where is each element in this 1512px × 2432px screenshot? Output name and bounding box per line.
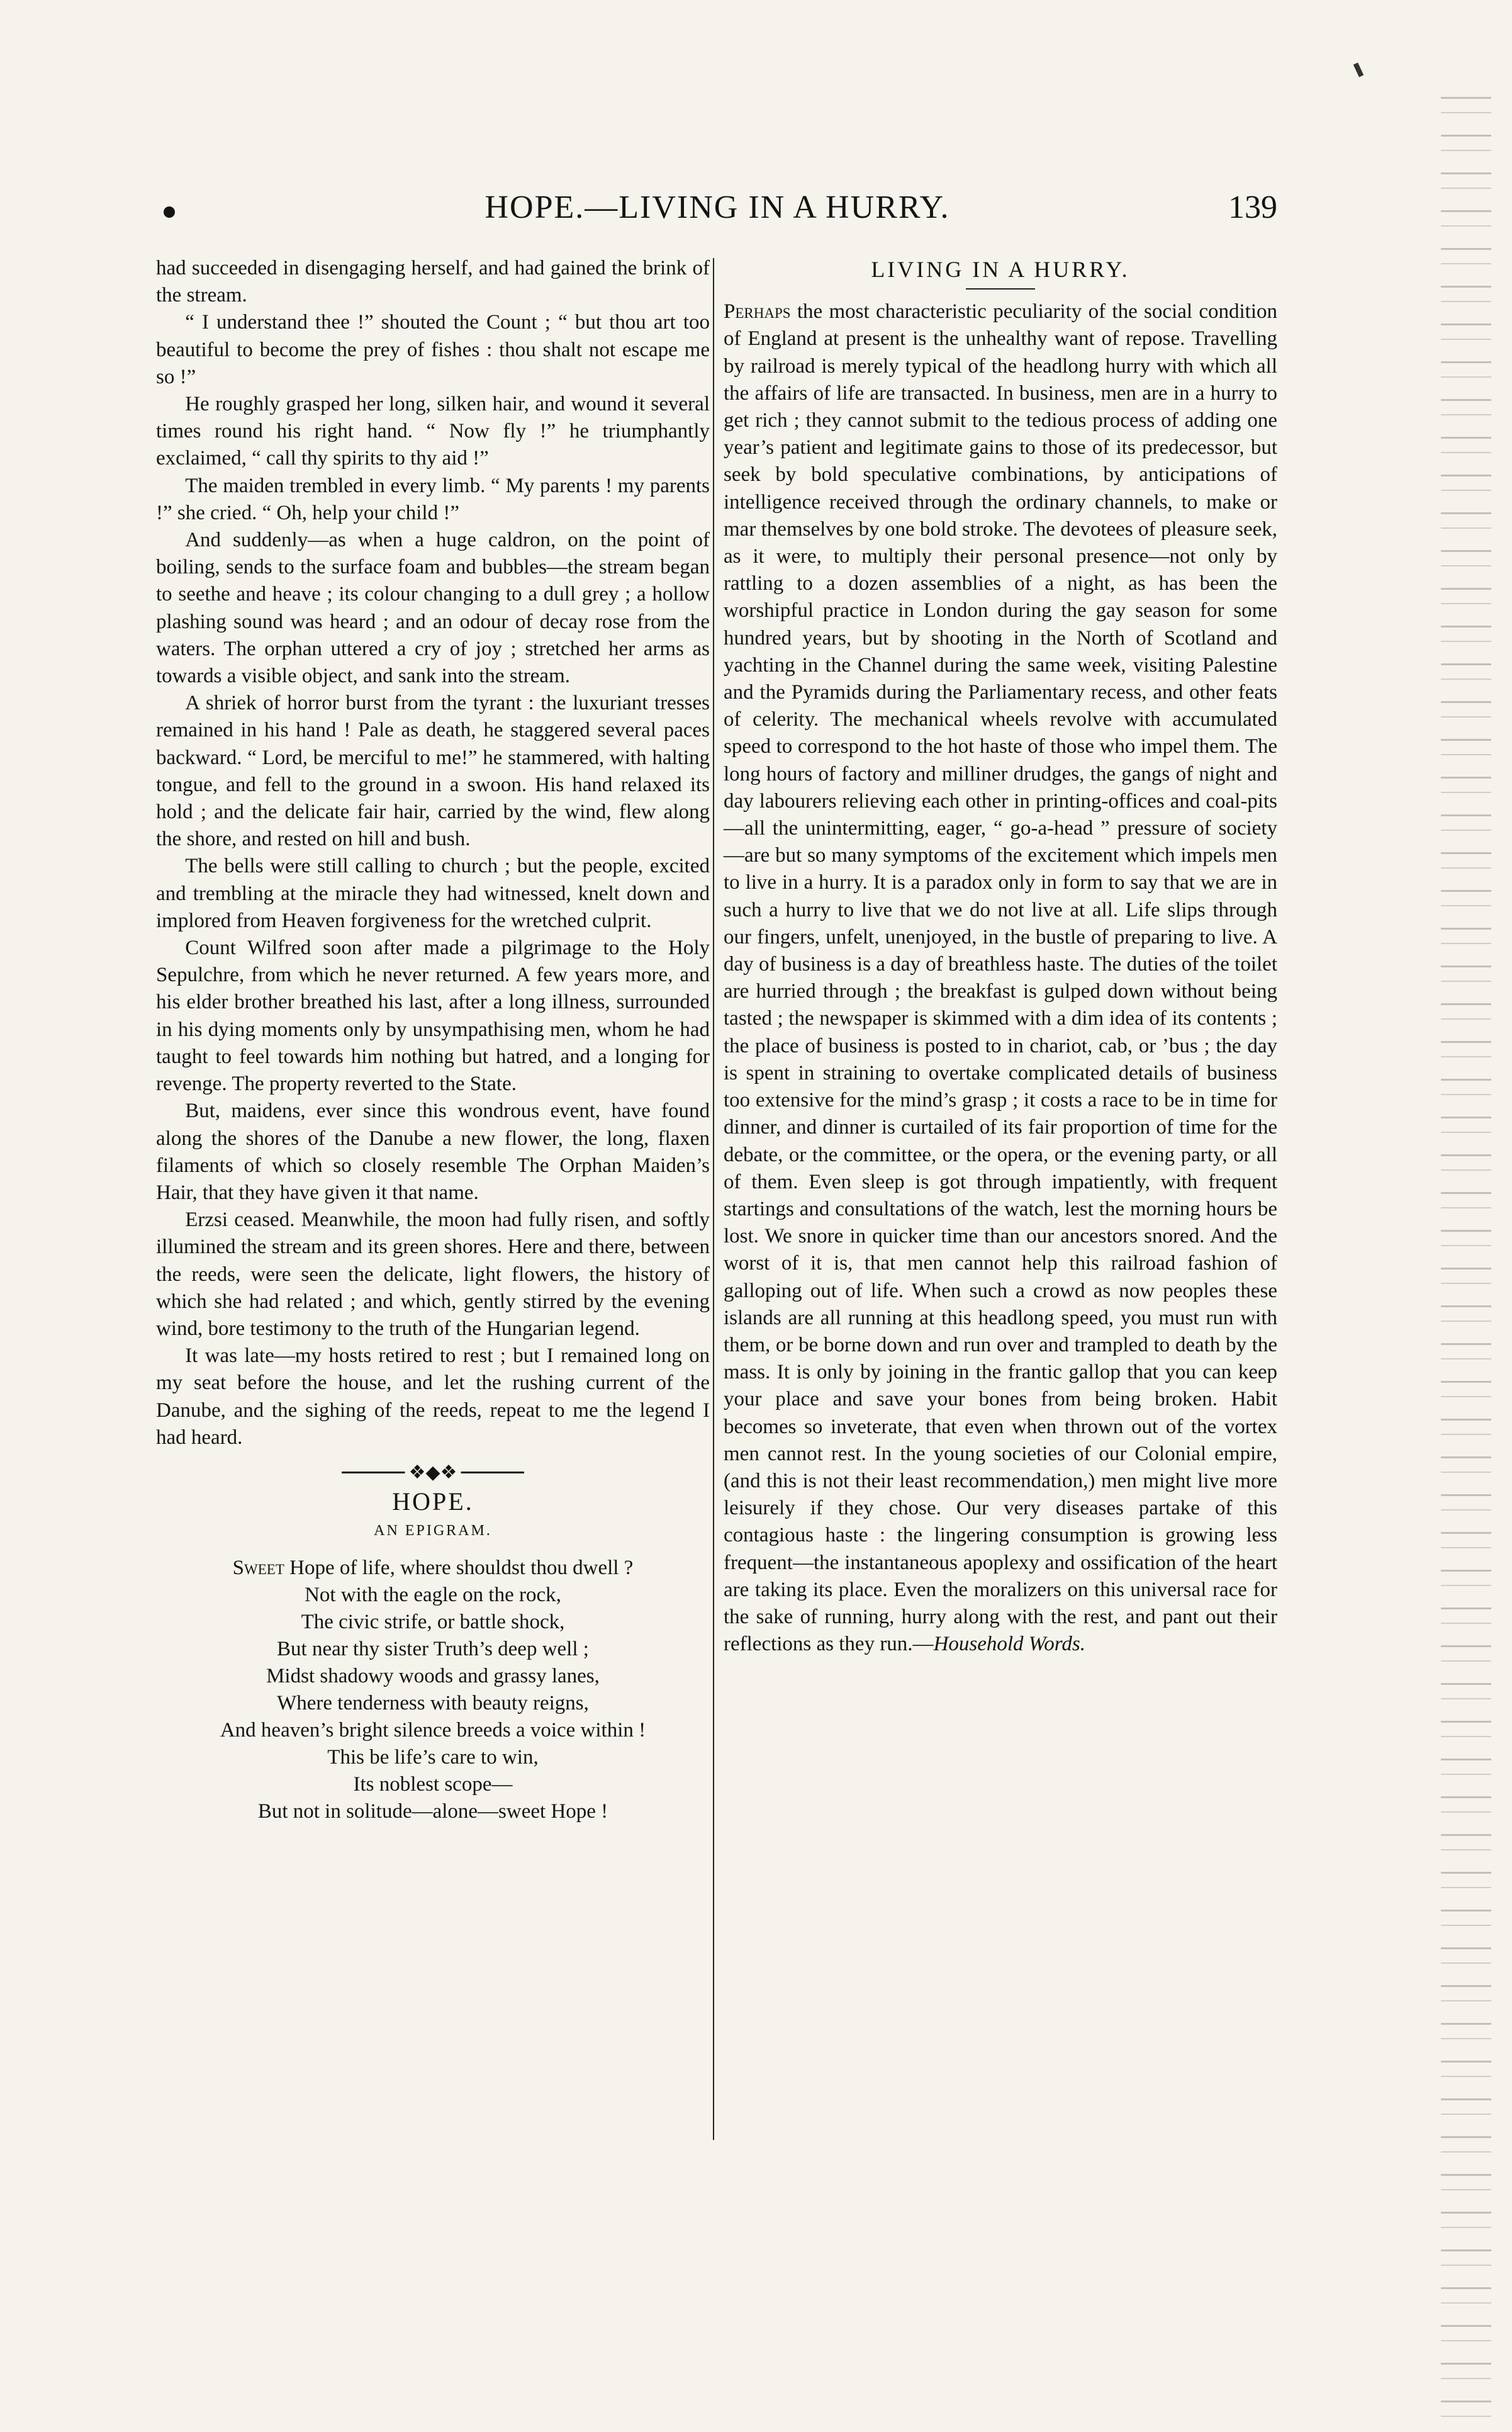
paragraph: Count Wilfred soon after made a pilgrimage to the Holy Sepulchre, from which he never returned. A few years more, and his elder brother breathed his last, after a long illness, surrounded in his dying moments only by unsympathising men, whom he had taught to feel towards him nothing but hatred, and a longing for revenge. The property reverted to the State. — [156, 937, 710, 1096]
paragraph — [724, 298, 1277, 1658]
page-header — [157, 189, 1277, 245]
paragraph: He roughly grasped her long, silken hair, and wound it several times round his right hand. “ Now fly !” he triumphantly exclaimed, “ call thy spirits to thy aid !” — [156, 393, 710, 470]
poem-line: Not with the eagle on the rock, — [305, 1584, 561, 1607]
poem-title: HOPE. — [392, 1487, 474, 1516]
paragraph: And suddenly—as when a huge caldron, on the point of boiling, sends to the surface foam and bubbles—the stream began to seethe and heave ; its colour changing to a dull grey ; a hollow plashing sound was heard ; and an odour of decay rose from the waters. The orphan uttered a cry of joy ; stretched her arms as towards a visible object, and sank into the stream. — [156, 529, 710, 688]
poem-subtitle: AN EPIGRAM. — [374, 1523, 492, 1540]
poem-line: Where tenderness with beauty reigns, — [277, 1692, 589, 1715]
article-title: LIVING IN A HURRY. — [871, 257, 1130, 282]
poem-line: Its noblest scope— — [353, 1773, 513, 1796]
article-body: the most characteristic peculiarity of the social condition of England at present is the unhealthy want of repose. Travelling by railroad is merely typical of the headlong hurry with which all the affairs of life are transacted. In business, men are in a hurry to get rich ; they cannot submit to the tedious process of adding one year’s patient and legitimate gains to those of its predecessor, but seek by bold speculative combinations, by anticipations of intelligence received through the ordinary channels, to make or mar themselves by one bold stroke. The devotees of pleasure seek, as it were, to multiply their personal presence—not only by rattling to a dozen assemblies of a night, as has been the worshipful practice in London during the gay season for some hundred years, but by shooting in the North of Scotland and yachting in the Channel during the same week, visiting Palestine and the Pyramids during the Parliamentary recess, and other feats of celerity. The mechanical wheels revolve with accumulated speed to correspond to the hot haste of those who impel them. The long hours of factory and milliner drudges, the gangs of night and day labourers relieving each other in printing-offices and coal-pits—all the unintermitting, eager, “ go-a-head ” pressure of society—are but so many symptoms of the excitement which impels men to live in a hurry. It is a paradox only in form to say that we are in such a hurry to live that we do not live at all. Life slips through our fingers, unfelt, unenjoyed, in the bustle of preparing to live. A day of business is a day of breathless haste. The duties of the toilet are hurried through ; the breakfast is gulped down without being tasted ; the newspaper is skimmed with a dim idea of its contents ; the place of business is posted to in chariot, cab, or ’bus ; the day is spent in straining to overtake complicated details of business too extensive for the mind’s grasp ; it costs a race to be in time for dinner, and dinner is curtailed of its fair proportion of time for the debate, or the committee, or the opera, or the evening party, or all of them. Even sleep is got through impatiently, with frequent startings and consultations of the watch, lest the morning hours be lost. We snore in quicker time than our ancestors snored. And the worst of it is, that men cannot help this railroad fashion of galloping out of life. When such a crowd as now peoples these islands are all running at this headlong speed, you must run with them, or be borne down and run over and trampled to death by the mass. It is only by joining in the frantic gallop that you can keep your place and save your bones from being broken. Habit becomes so inveterate, that even when thrown out of the vortex men cannot rest. In the young societies of our Colonial empire, (and this is not their least recommendation,) men might live more leisurely if they chose. Our very diseases partake of this contagious haste : the lingering consumption is growing less frequent—the instantaneous apoplexy and ossification of the heart are taking its place. Even the moralizers on this universal race for the sake of running, hurry along with the rest, and pant out their reflections as they run.— — [724, 300, 1277, 1656]
title-rule — [966, 288, 1035, 290]
poem-line: And heaven’s bright silence breeds a voice within ! — [220, 1719, 646, 1742]
poem-line: But not in solitude—alone—sweet Hope ! — [257, 1800, 608, 1823]
paragraph: The bells were still calling to church ; but the people, excited and trembling at the miracle they had witnessed, knelt down and implored from Heaven forgiveness for the wretched culprit. — [156, 855, 710, 932]
right-column — [724, 255, 1277, 1658]
paragraph: Erzsi ceased. Meanwhile, the moon had fully risen, and softly illumined the stream and its green shores. Here and there, between the reeds, were seen the delicate, light flowers, the history of which she had related ; and which, gently stirred by the evening wind, bore testimony to the truth of the Hungarian legend. — [156, 1208, 710, 1340]
paragraph: A shriek of horror burst from the tyrant : the luxuriant tresses remained in his hand ! Pale as death, he staggered several paces backward. “ Lord, be merciful to me!” he stammered, with halting tongue, and fell to the ground in a swoon. His hand relaxed its hold ; and the delicate fair hair, carried by the wind, flew along the shore, and rested on hill and bush. — [156, 692, 710, 851]
poem-dropword: Sweet — [232, 1557, 284, 1580]
paragraph: The maiden trembled in every limb. “ My parents ! my parents !” she cried. “ Oh, help your child !” — [156, 474, 710, 524]
left-column — [156, 255, 710, 1825]
article-dropword: Perhaps — [724, 300, 791, 324]
poem-line — [156, 1555, 710, 1582]
column-divider — [713, 258, 714, 2140]
poem — [156, 1555, 710, 1825]
running-title: HOPE.—LIVING IN A HURRY. — [484, 189, 950, 225]
ornamental-divider — [342, 1461, 524, 1483]
print-mark — [1353, 62, 1364, 77]
poem-line: This be life’s care to win, — [327, 1746, 539, 1769]
page-number: 139 — [1228, 189, 1277, 225]
poem-line: The civic strife, or battle shock, — [301, 1611, 565, 1634]
paragraph: It was late—my hosts retired to rest ; but I remained long on my seat before the house, and let the rushing current of the Danube, and the sighing of the reeds, repeat to me the legend I had heard. — [156, 1344, 710, 1449]
poem-line-text: Hope of life, where shouldst thou dwell ? — [284, 1557, 634, 1580]
poem-line: Midst shadowy woods and grassy lanes, — [266, 1665, 600, 1688]
article-source: Household Words. — [933, 1633, 1085, 1656]
paragraph: “ I understand thee !” shouted the Count ; “ but thou art too beautiful to become the prey of fishes : thou shalt not escape me so !” — [156, 311, 710, 388]
divider-ornament: ❖◆❖ — [405, 1459, 461, 1486]
scan-margin-artifacts — [1441, 76, 1491, 2417]
paragraph: But, maidens, ever since this wondrous event, have found along the shores of the Danube a new flower, the long, flaxen filaments of which so closely resemble The Orphan Maiden’s Hair, that they have given it that name. — [156, 1100, 710, 1204]
paragraph: had succeeded in disengaging herself, and had gained the brink of the stream. — [156, 257, 710, 307]
poem-line: But near thy sister Truth’s deep well ; — [277, 1638, 589, 1661]
